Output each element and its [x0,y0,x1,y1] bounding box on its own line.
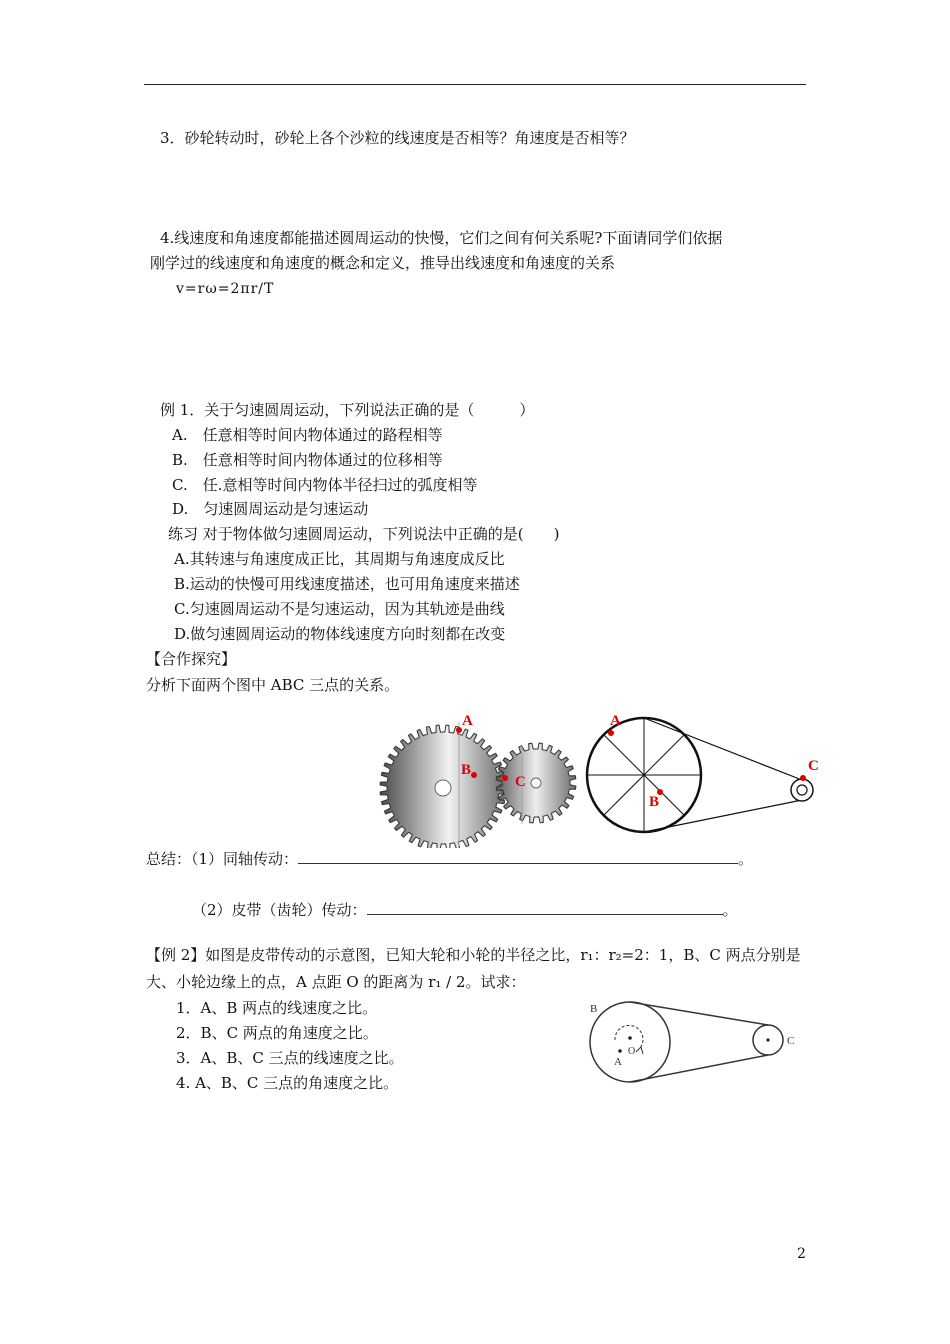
question-4-line2: 刚学过的线速度和角速度的概念和定义，推导出线速度和角速度的关系 [150,254,616,272]
example-2-question-2: 2．B、C 两点的角速度之比。 [176,1024,378,1042]
example-2-question-3: 3．A、B、C 三点的线速度之比。 [176,1049,404,1067]
cooperate-text: 分析下面两个图中 ABC 三点的关系。 [146,676,400,694]
example-1-option-b: B. 任意相等时间内物体通过的位移相等 [172,451,443,469]
cooperate-heading: 【合作探究】 [146,650,237,668]
gear-label-c: C [515,774,526,790]
gear-figure [378,708,578,848]
summary-label-2: （2）皮带（齿轮）传动： [192,901,367,919]
summary-end-1: 。 [738,850,754,868]
example-2-line1: 【例 2】如图是皮带传动的示意图，已知大轮和小轮的半径之比，r₁：r₂=2：1，B、C 两点分别是 [146,946,801,964]
gear-label-b: B [461,762,472,778]
page-number: 2 [797,1246,806,1262]
small-gear-hub [531,778,541,788]
example-2-line2: 大、小轮边缘上的点，A 点距 O 的距离为 r₁ / 2。试求： [146,973,526,991]
large-gear-hub [435,780,451,796]
gear-point-c [502,775,508,781]
question-3: 3．砂轮转动时，砂轮上各个沙粒的线速度是否相等？角速度是否相等？ [160,129,635,147]
summary-line-2 [192,900,738,920]
belt-label-a: A [614,1056,622,1068]
example-1-stem: 例 1．关于匀速圆周运动，下列说法正确的是（ ） [160,401,535,419]
gear-point-b [471,772,477,778]
example-1-option-c: C. 任.意相等时间内物体半径扫过的弧度相等 [172,476,478,494]
summary-line-1 [146,849,753,869]
gear-label-a: A [462,713,473,729]
practice-option-b: B.运动的快慢可用线速度描述，也可用角速度来描述 [174,575,520,593]
summary-blank-2[interactable] [367,900,723,915]
example-2-question-4: 4. A、B、C 三点的角速度之比。 [176,1074,399,1092]
pulley-point-a [608,730,614,736]
pulley-label-c: C [808,758,819,774]
pulley-label-a: A [610,713,621,729]
practice-option-d: D.做匀速圆周运动的物体线速度方向时刻都在改变 [174,625,506,643]
belt-label-b: B [590,1003,598,1015]
pulley-point-c [800,775,806,781]
belt-upper [630,1002,768,1025]
large-wheel [590,1002,670,1082]
summary-label-1: 总结：（1）同轴传动： [146,850,299,868]
summary-end-2: 。 [722,901,738,919]
practice-option-a: A.其转速与角速度成正比，其周期与角速度成反比 [174,550,505,568]
practice-stem: 练习 对于物体做匀速圆周运动，下列说法中正确的是( ) [168,525,560,543]
question-4-formula: v=rω=2πr/T [176,281,275,297]
example-2-question-1: 1．A、B 两点的线速度之比。 [176,999,378,1017]
pulley-figure [584,708,824,838]
summary-blank-1[interactable] [298,849,738,864]
pulley-label-b: B [649,794,660,810]
belt-drive-figure [584,998,804,1090]
belt-label-c: C [787,1035,795,1047]
example-1-option-a: A. 任意相等时间内物体通过的路程相等 [172,426,443,444]
header-rule [144,84,806,85]
example-1-option-d: D. 匀速圆周运动是匀速运动 [172,500,369,518]
belt-lower [630,1055,768,1082]
practice-option-c: C.匀速圆周运动不是匀速运动，因为其轨迹是曲线 [174,600,505,618]
belt-label-o: O [628,1046,636,1057]
question-4-line1: 4.线速度和角速度都能描述圆周运动的快慢，它们之间有何关系呢?下面请同学们依据 [160,229,723,247]
